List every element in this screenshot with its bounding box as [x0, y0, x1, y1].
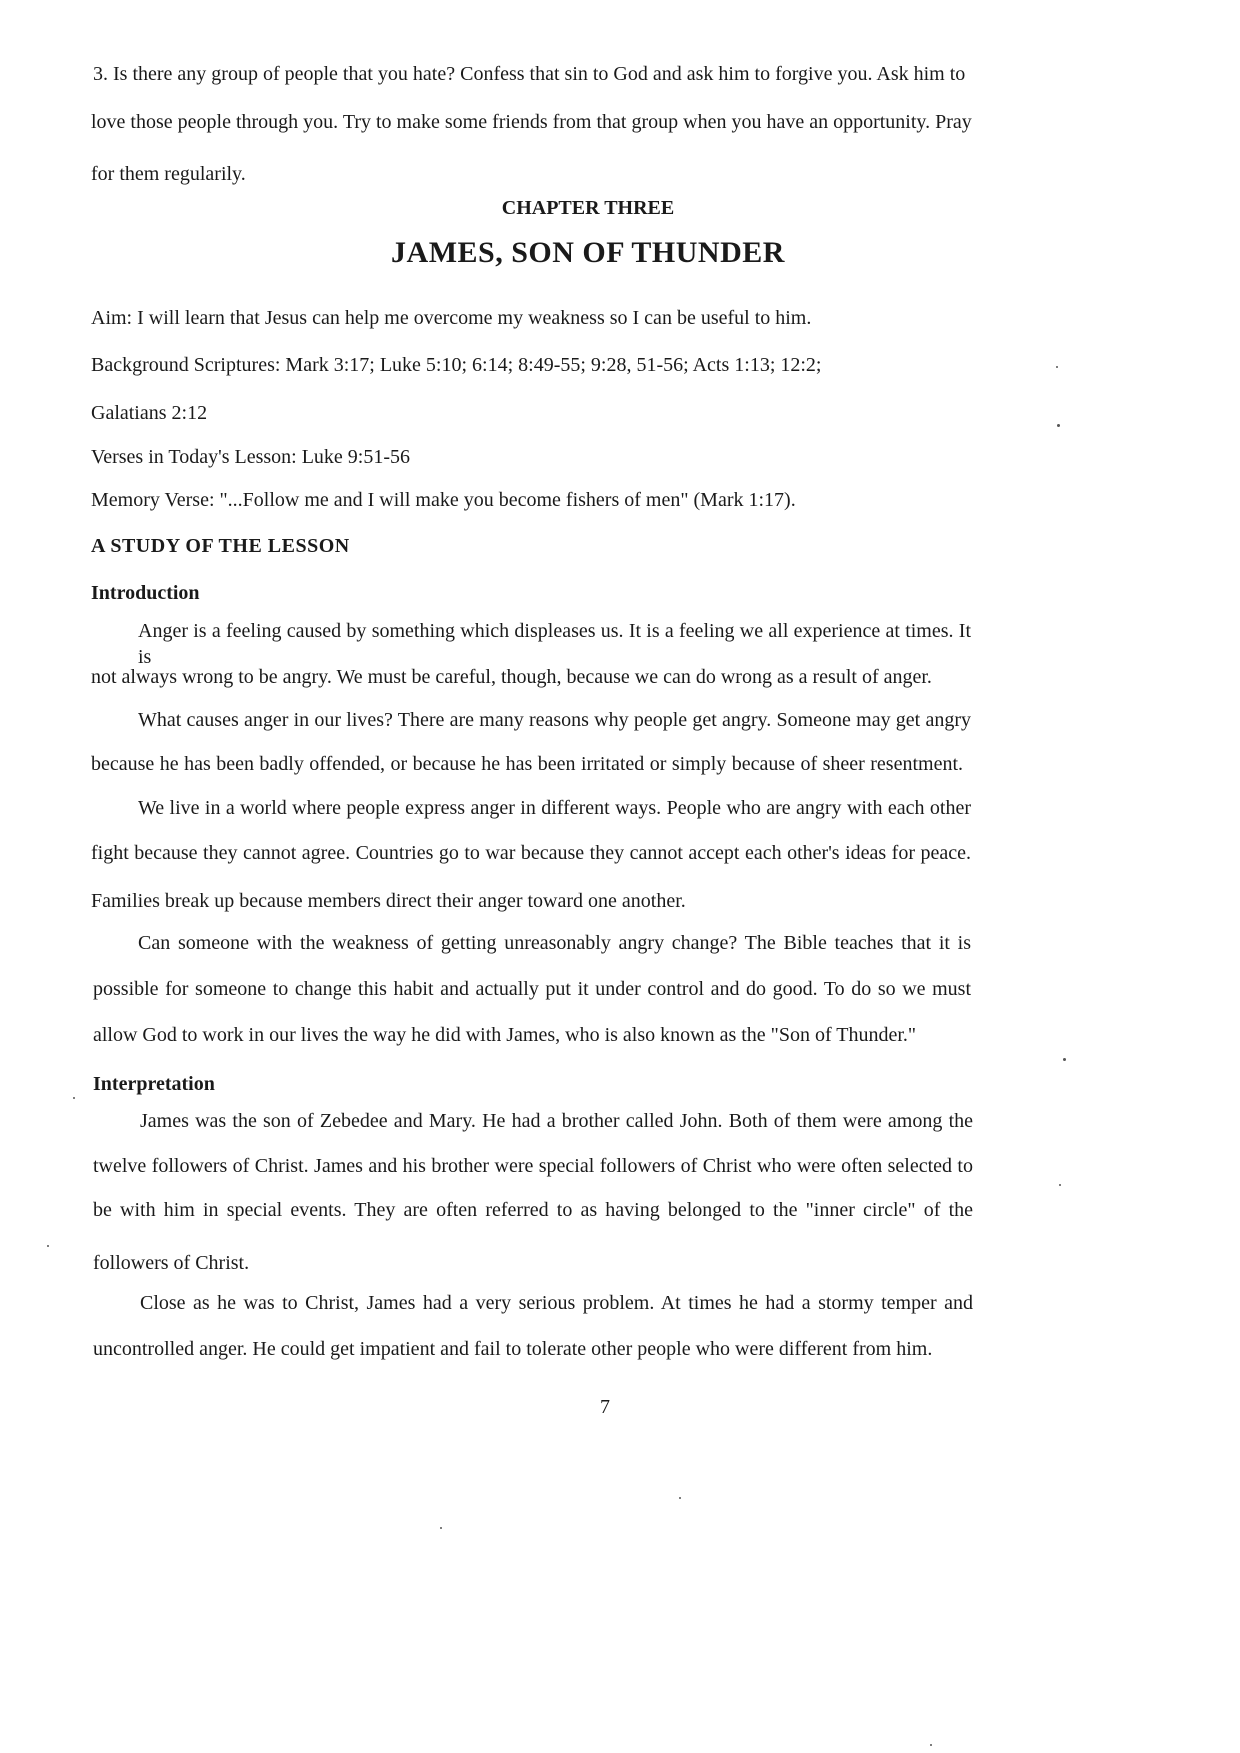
scan-speck	[1056, 366, 1058, 368]
interpretation-paragraph-1-line-2: twelve followers of Christ. James and his brother were special followers of Christ who were often selected to	[93, 1155, 973, 1177]
introduction-paragraph-3-line-2: fight because they cannot agree. Countries go to war because they cannot accept each other's ideas for peace.	[91, 842, 971, 864]
introduction-paragraph-1-line-1: Anger is a feeling caused by something which displeases us. It is a feeling we all experience at times. It is	[138, 620, 971, 668]
chapter-label: CHAPTER THREE	[501, 197, 675, 219]
introduction-heading: Introduction	[91, 582, 200, 604]
verses-in-todays-lesson: Verses in Today's Lesson: Luke 9:51-56	[91, 446, 411, 468]
background-scriptures: Background Scriptures: Mark 3:17; Luke 5:10; 6:14; 8:49-55; 9:28, 51-56; Acts 1:13; 12:2;	[91, 354, 822, 376]
interpretation-paragraph-2-line-1: Close as he was to Christ, James had a very serious problem. At times he had a stormy temper and	[140, 1292, 973, 1314]
introduction-paragraph-3-line-3: Families break up because members direct their anger toward one another.	[91, 890, 686, 912]
scan-speck	[679, 1497, 681, 1499]
scan-speck	[1057, 424, 1060, 427]
scan-speck	[1059, 1184, 1061, 1186]
introduction-paragraph-4-line-2: possible for someone to change this habit and actually put it under control and do good. To do so we must	[93, 978, 971, 1000]
introduction-paragraph-1-line-2: not always wrong to be angry. We must be careful, though, because we can do wrong as a result of anger.	[91, 666, 932, 688]
interpretation-heading: Interpretation	[93, 1073, 215, 1095]
study-heading: A STUDY OF THE LESSON	[91, 535, 350, 557]
introduction-paragraph-4-line-3: allow God to work in our lives the way he did with James, who is also known as the "Son of Thunder."	[93, 1024, 917, 1046]
background-scriptures-continued: Galatians 2:12	[91, 402, 208, 424]
interpretation-paragraph-1-line-3: be with him in special events. They are often referred to as having belonged to the "inner circle" of the	[93, 1199, 973, 1221]
chapter-title: JAMES, SON OF THUNDER	[391, 236, 785, 269]
interpretation-paragraph-2-line-2: uncontrolled anger. He could get impatient and fail to tolerate other people who were different from him.	[93, 1338, 933, 1360]
scan-speck	[1063, 1058, 1066, 1061]
scan-speck	[930, 1744, 932, 1746]
page-number: 7	[600, 1396, 610, 1418]
interpretation-paragraph-1-line-1: James was the son of Zebedee and Mary. He had a brother called John. Both of them were among the	[140, 1110, 973, 1132]
introduction-paragraph-2-line-1: What causes anger in our lives? There are many reasons why people get angry. Someone may get angry	[138, 709, 971, 731]
question-item-3-line-3: for them regularily.	[91, 163, 246, 185]
scan-speck	[73, 1097, 75, 1099]
introduction-paragraph-4-line-1: Can someone with the weakness of getting unreasonably angry change? The Bible teaches that it is	[138, 932, 971, 954]
lesson-aim: Aim: I will learn that Jesus can help me overcome my weakness so I can be useful to him.	[91, 307, 812, 329]
question-item-3-line-2: love those people through you. Try to make some friends from that group when you have an opportunity. Pray	[91, 111, 972, 133]
interpretation-paragraph-1-line-4: followers of Christ.	[93, 1252, 250, 1274]
memory-verse: Memory Verse: "...Follow me and I will make you become fishers of men" (Mark 1:17).	[91, 489, 796, 511]
scan-speck	[47, 1245, 49, 1247]
introduction-paragraph-3-line-1: We live in a world where people express anger in different ways. People who are angry with each other	[138, 797, 971, 819]
scan-speck	[440, 1527, 442, 1529]
question-item-3-line-1: 3. Is there any group of people that you hate? Confess that sin to God and ask him to forgive you. Ask him to	[93, 63, 966, 85]
introduction-paragraph-2-line-2: because he has been badly offended, or because he has been irritated or simply because of sheer resentment.	[91, 753, 963, 775]
